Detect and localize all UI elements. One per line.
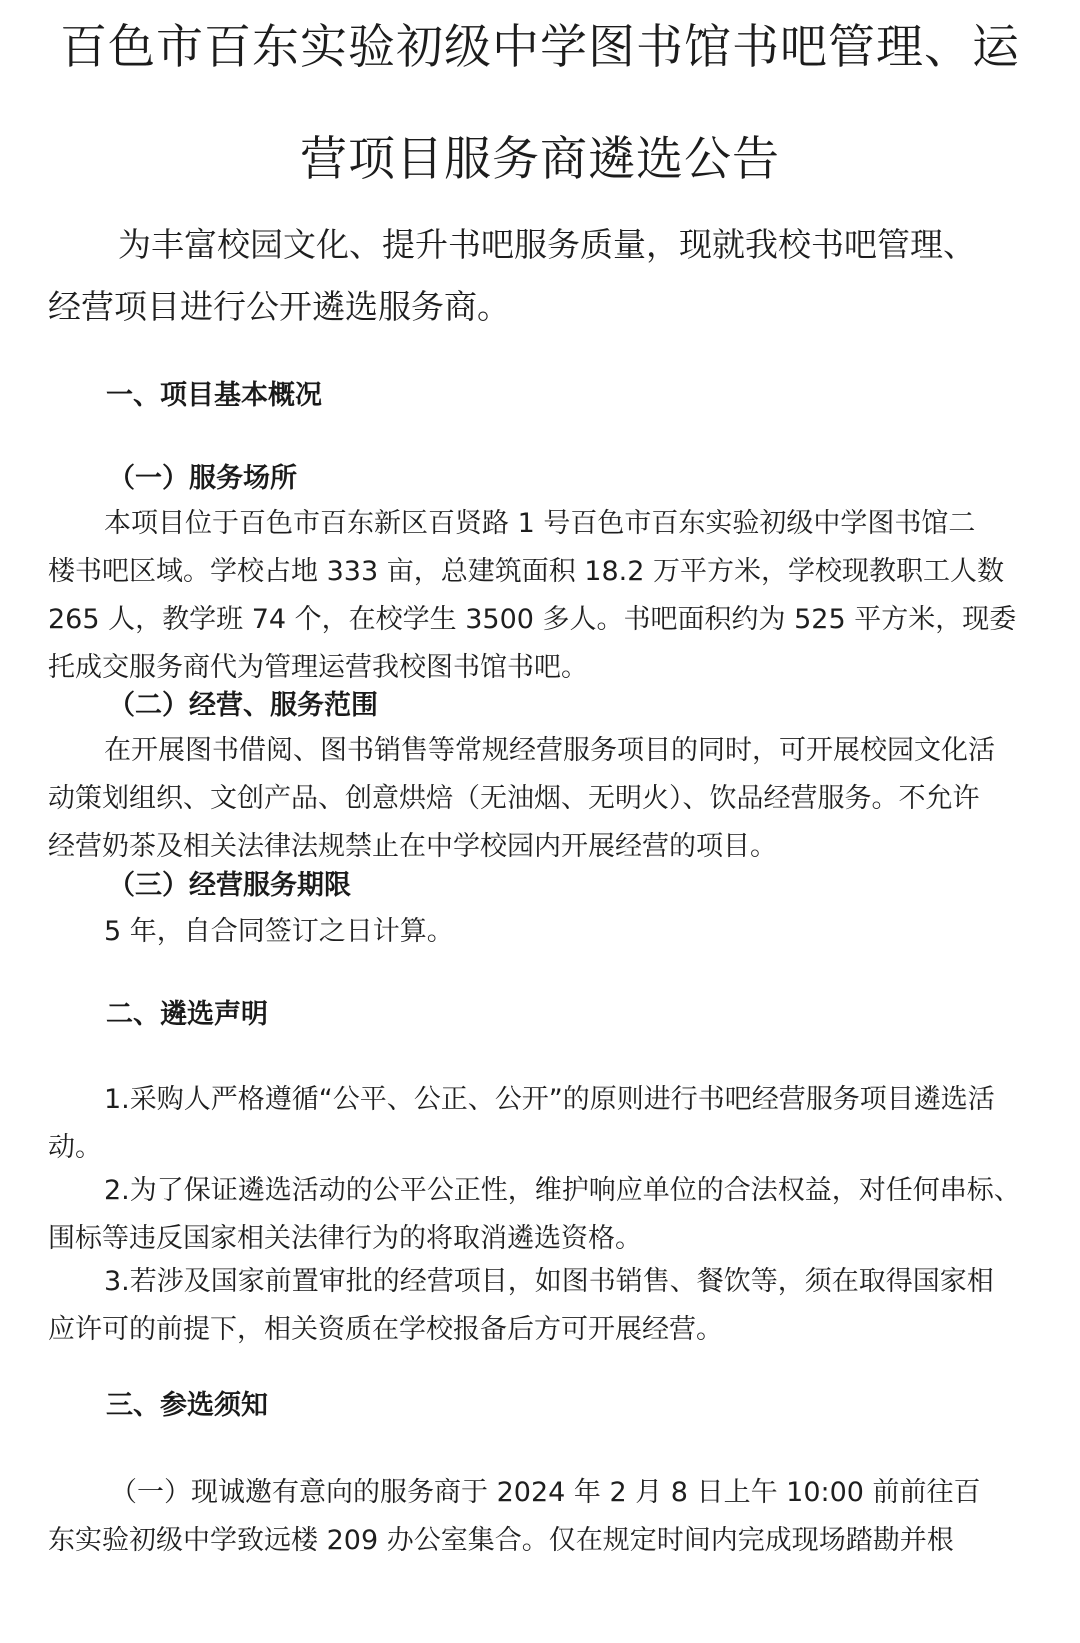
paragraph-line: 1.采购人严格遵循“公平、公正、公开”的原则进行书吧经营服务项目遴选活 xyxy=(104,1084,995,1115)
section-1-sub-2-heading: （二）经营、服务范围 xyxy=(108,690,378,721)
paragraph-line: 5 年，自合同签订之日计算。 xyxy=(104,916,454,947)
section-1-sub-3-paragraph xyxy=(48,908,1038,956)
section-2-item-1 xyxy=(48,1076,1038,1172)
paragraph-line: 楼书吧区域。学校占地 333 亩，总建筑面积 18.2 万平方米，学校现教职工人数 xyxy=(48,556,1004,587)
paragraph-line: 2.为了保证遴选活动的公平公正性，维护响应单位的合法权益，对任何串标、 xyxy=(104,1175,1021,1206)
paragraph-line: 动。 xyxy=(48,1132,102,1163)
section-1-heading: 一、项目基本概况 xyxy=(106,380,322,411)
document-title-line-2: 营项目服务商遴选公告 xyxy=(300,132,780,187)
paragraph-line: 围标等违反国家相关法律行为的将取消遴选资格。 xyxy=(48,1223,642,1254)
paragraph-line: 经营奶茶及相关法律法规禁止在中学校园内开展经营的项目。 xyxy=(48,831,777,862)
paragraph-line: 动策划组织、文创产品、创意烘焙（无油烟、无明火）、饮品经营服务。不允许 xyxy=(48,783,980,814)
intro-line-2: 经营项目进行公开遴选服务商。 xyxy=(48,287,510,326)
section-2-heading: 二、遴选声明 xyxy=(106,999,268,1030)
paragraph-line: 应许可的前提下，相关资质在学校报备后方可开展经营。 xyxy=(48,1314,723,1345)
section-1-sub-1-paragraph xyxy=(48,500,1038,692)
paragraph-line: 265 人，教学班 74 个，在校学生 3500 多人。书吧面积约为 525 平方米，现委 xyxy=(48,604,1017,635)
paragraph-line: 东实验初级中学致远楼 209 办公室集合。仅在规定时间内完成现场踏勘并根 xyxy=(48,1525,954,1556)
intro-line-1: 为丰富校园文化、提升书吧服务质量，现就我校书吧管理、 xyxy=(118,225,976,264)
section-1-sub-1-heading: （一）服务场所 xyxy=(108,463,297,494)
paragraph-line: 在开展图书借阅、图书销售等常规经营服务项目的同时，可开展校园文化活 xyxy=(104,735,995,766)
paragraph-line: 3.若涉及国家前置审批的经营项目，如图书销售、餐饮等，须在取得国家相 xyxy=(104,1266,994,1297)
paragraph-line: （一）现诚邀有意向的服务商于 2024 年 2 月 8 日上午 10:00 前前往百 xyxy=(110,1477,981,1508)
section-1-sub-3-heading: （三）经营服务期限 xyxy=(108,870,351,901)
section-1-sub-2-paragraph xyxy=(48,727,1038,871)
section-3-heading: 三、参选须知 xyxy=(106,1390,268,1421)
intro-paragraph xyxy=(48,214,1038,338)
paragraph-line: 本项目位于百色市百东新区百贤路 1 号百色市百东实验初级中学图书馆二 xyxy=(104,508,976,539)
document-title-line-1: 百色市百东实验初级中学图书馆书吧管理、运 xyxy=(60,20,1020,75)
section-2-item-3 xyxy=(48,1258,1038,1354)
section-3-item-1 xyxy=(48,1469,1038,1565)
section-2-item-2 xyxy=(48,1167,1038,1263)
paragraph-line: 托成交服务商代为管理运营我校图书馆书吧。 xyxy=(48,652,588,683)
